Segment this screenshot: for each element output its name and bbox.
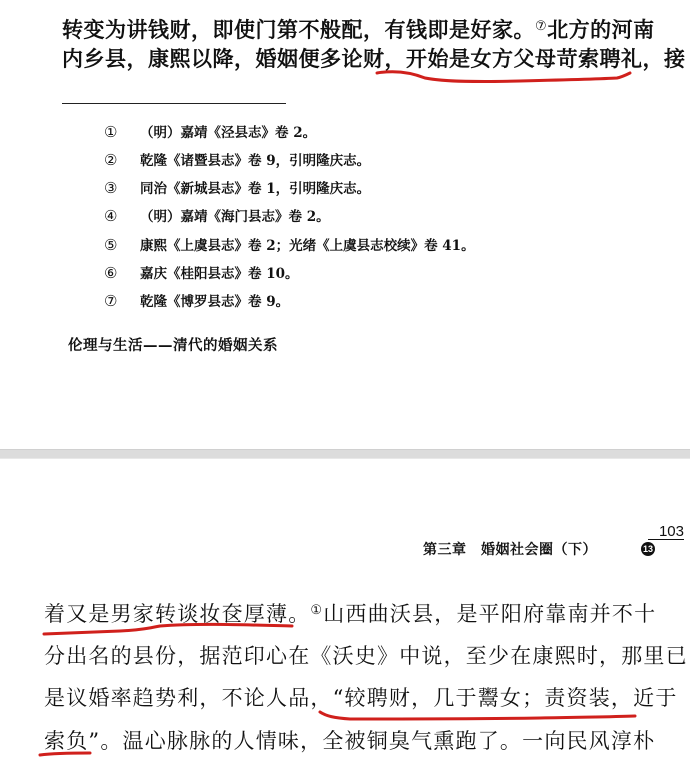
circled-number-badge: 13 bbox=[642, 544, 653, 554]
footnote-number: ③ bbox=[104, 179, 118, 197]
page-separator bbox=[0, 449, 690, 459]
body-line-5: 是议婚率趋势利，不论人品，“较聘财，几于鬻女；责资装，近于 bbox=[44, 686, 678, 710]
footnote-3 bbox=[104, 179, 370, 198]
footnote-ref[interactable]: ⑦ bbox=[535, 19, 548, 34]
text-segment: 山西曲沃县，是平阳府靠南并不十 bbox=[323, 602, 657, 626]
footnote-text: （明）嘉靖《海门县志》卷 2。 bbox=[140, 209, 330, 225]
footnote-ref[interactable]: ① bbox=[310, 603, 324, 618]
footnote-number: ⑥ bbox=[104, 264, 118, 282]
text-segment: 着又是男家转谈妆奁厚薄。 bbox=[44, 602, 311, 626]
footnote-1 bbox=[104, 123, 316, 142]
running-head: 伦理与生活——清代的婚姻关系 bbox=[68, 338, 278, 354]
footnote-text: 同治《新城县志》卷 1，引明隆庆志。 bbox=[140, 181, 371, 197]
footnote-7 bbox=[104, 292, 289, 311]
footnote-number: ② bbox=[104, 151, 118, 169]
body-line-2: 内乡县，康熙以降，婚姻便多论财，开始是女方父母苛索聘礼，接 bbox=[62, 46, 686, 71]
footnote-number: ① bbox=[104, 123, 118, 141]
chapter-head: 第三章 婚姻社会圈（下） bbox=[423, 542, 597, 558]
footnote-2 bbox=[104, 151, 370, 170]
footnote-text: （明）嘉靖《泾县志》卷 2。 bbox=[140, 125, 317, 141]
page-number: 103 bbox=[648, 524, 684, 540]
footnote-text: 嘉庆《桂阳县志》卷 10。 bbox=[140, 266, 299, 282]
footnote-divider bbox=[62, 103, 286, 104]
footnote-5 bbox=[104, 236, 475, 255]
footnote-4 bbox=[104, 207, 330, 226]
footnote-number: ④ bbox=[104, 207, 118, 225]
footnote-text: 乾隆《诸暨县志》卷 9，引明隆庆志。 bbox=[140, 153, 371, 169]
footnote-text: 康熙《上虞县志》卷 2；光绪《上虞县志校续》卷 41。 bbox=[140, 238, 475, 254]
text-segment: 北方的河南 bbox=[547, 17, 655, 42]
body-line-4: 分出名的县份，据范印心在《沃史》中说，至少在康熙时，那里已 bbox=[44, 644, 688, 668]
text-segment: 转变为讲钱财，即使门第不般配，有钱即是好家。 bbox=[62, 17, 535, 42]
body-line-6: 索负”。温心脉脉的人情味，全被铜臭气熏跑了。一向民风淳朴 bbox=[44, 729, 656, 753]
footnote-text: 乾隆《博罗县志》卷 9。 bbox=[140, 294, 290, 310]
footnote-number: ⑦ bbox=[104, 292, 118, 310]
footnote-6 bbox=[104, 264, 299, 283]
body-line-3 bbox=[44, 597, 656, 628]
footnote-number: ⑤ bbox=[104, 236, 118, 254]
body-line-1 bbox=[62, 13, 655, 44]
